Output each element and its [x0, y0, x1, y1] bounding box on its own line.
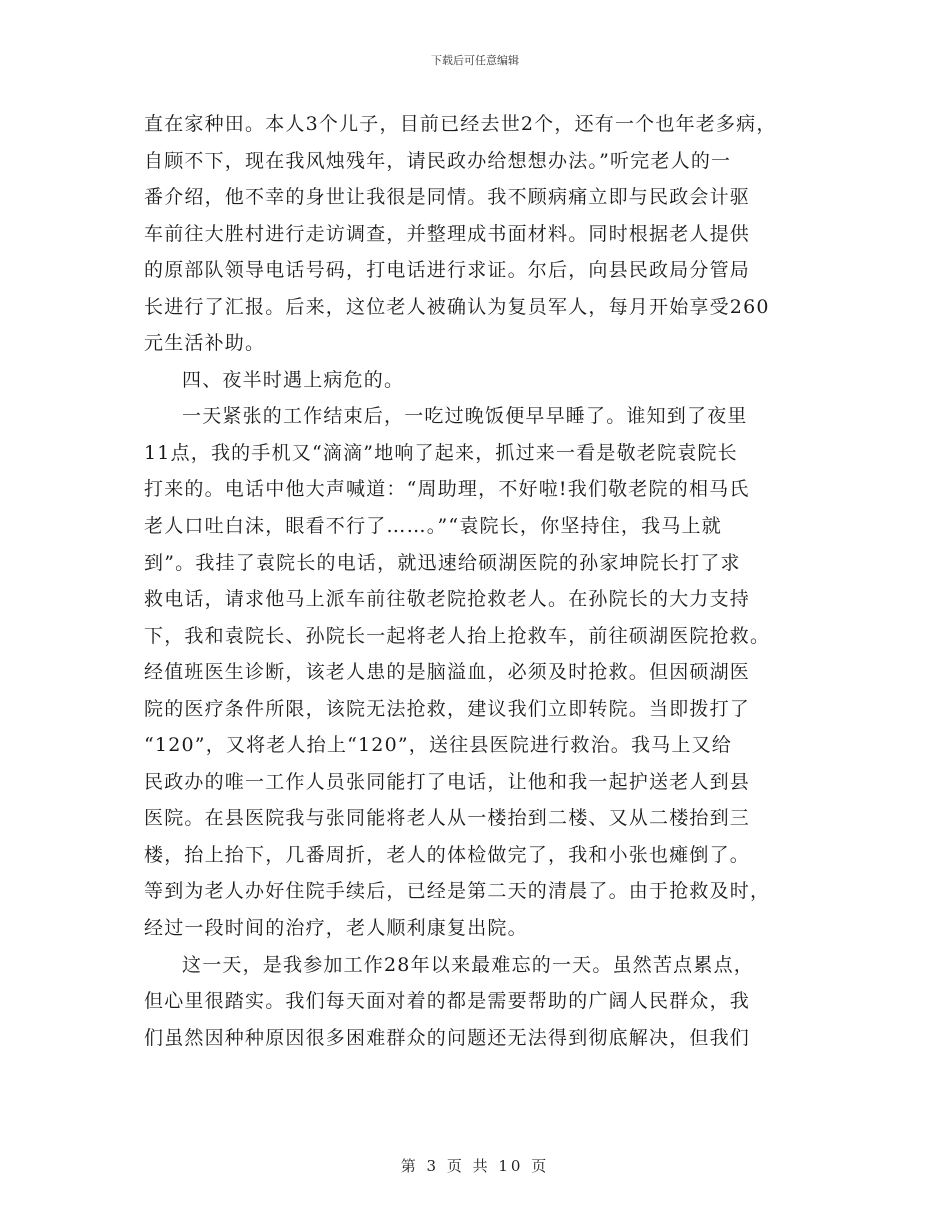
text-line: 救电话，请求他马上派车前往敬老院抢救老人。在孙院长的大力支持: [144, 588, 751, 611]
text-line: 医院。在县医院我与张同能将老人从一楼抬到二楼、又从二楼抬到三: [144, 807, 751, 830]
text-line: 院的医疗条件所限，该院无法抢救，建议我们立即转院。当即拨打了: [144, 697, 751, 720]
text-line: 们虽然因种种原因很多困难群众的问题还无法得到彻底解决，但我们: [144, 1026, 751, 1049]
text-line: 打来的。电话中他大声喊道：“周助理，不好啦!我们敬老院的相马氏: [144, 478, 750, 501]
text-line: 到”。我挂了袁院长的电话，就迅速给硕湖医院的孙家坤院长打了求: [144, 551, 741, 574]
text-line: 楼，抬上抬下，几番周折，老人的体检做完了，我和小张也瘫倒了。: [144, 843, 751, 866]
text-line: 下，我和袁院长、孙院长一起将老人抬上抢救车，前往硕湖医院抢救。: [144, 624, 771, 647]
text-line: 四、夜半时遇上病危的。: [182, 368, 405, 391]
text-line: 长进行了汇报。后来，这位老人被确认为复员军人，每月开始享受260: [144, 295, 770, 318]
text-line: 元生活补助。: [144, 332, 266, 355]
text-line: 番介绍，他不幸的身世让我很是同情。我不顾病痛立即与民政会计驱: [144, 186, 751, 209]
text-line: 老人口吐白沫，眼看不行了……。”“袁院长，你坚持住，我马上就: [144, 515, 722, 538]
text-line: 车前往大胜村进行走访调查，并整理成书面材料。同时根据老人提供: [144, 222, 751, 245]
text-line: 直在家种田。本人3个儿子，目前已经去世2个，还有一个也年老多病，: [144, 113, 777, 135]
page-footer: 第 3 页 共 10 页: [400, 1157, 550, 1175]
text-line: 民政办的唯一工作人员张同能打了电话，让他和我一起护送老人到县: [144, 770, 751, 793]
text-line: 一天紧张的工作结束后，一吃过晚饭便早早睡了。谁知到了夜里: [182, 405, 748, 428]
text-line: 这一天，是我参加工作28年以来最难忘的一天。虽然苦点累点，: [182, 953, 754, 976]
document-body: [144, 106, 834, 1056]
text-line: 经值班医生诊断，该老人患的是脑溢血，必须及时抢救。但因硕湖医: [144, 661, 751, 684]
text-line: “120”，又将老人抬上“120”，送往县医院进行救治。我马上又给: [144, 734, 732, 757]
text-line: 经过一段时间的治疗，老人顺利康复出院。: [144, 917, 528, 940]
text-line: 等到为老人办好住院手续后，已经是第二天的清晨了。由于抢救及时，: [144, 880, 771, 903]
text-line: 的原部队领导电话号码，打电话进行求证。尔后，向县民政局分管局: [144, 259, 751, 282]
text-line: 自顾不下，现在我风烛残年，请民政办给想想办法。”听完老人的一: [144, 149, 732, 172]
text-line: 11点，我的手机又“滴滴”地响了起来，抓过来一看是敬老院袁院长: [144, 441, 738, 464]
page-header: 下载后可任意编辑: [431, 54, 519, 67]
text-line: 但心里很踏实。我们每天面对着的都是需要帮助的广阔人民群众，我: [144, 990, 751, 1013]
